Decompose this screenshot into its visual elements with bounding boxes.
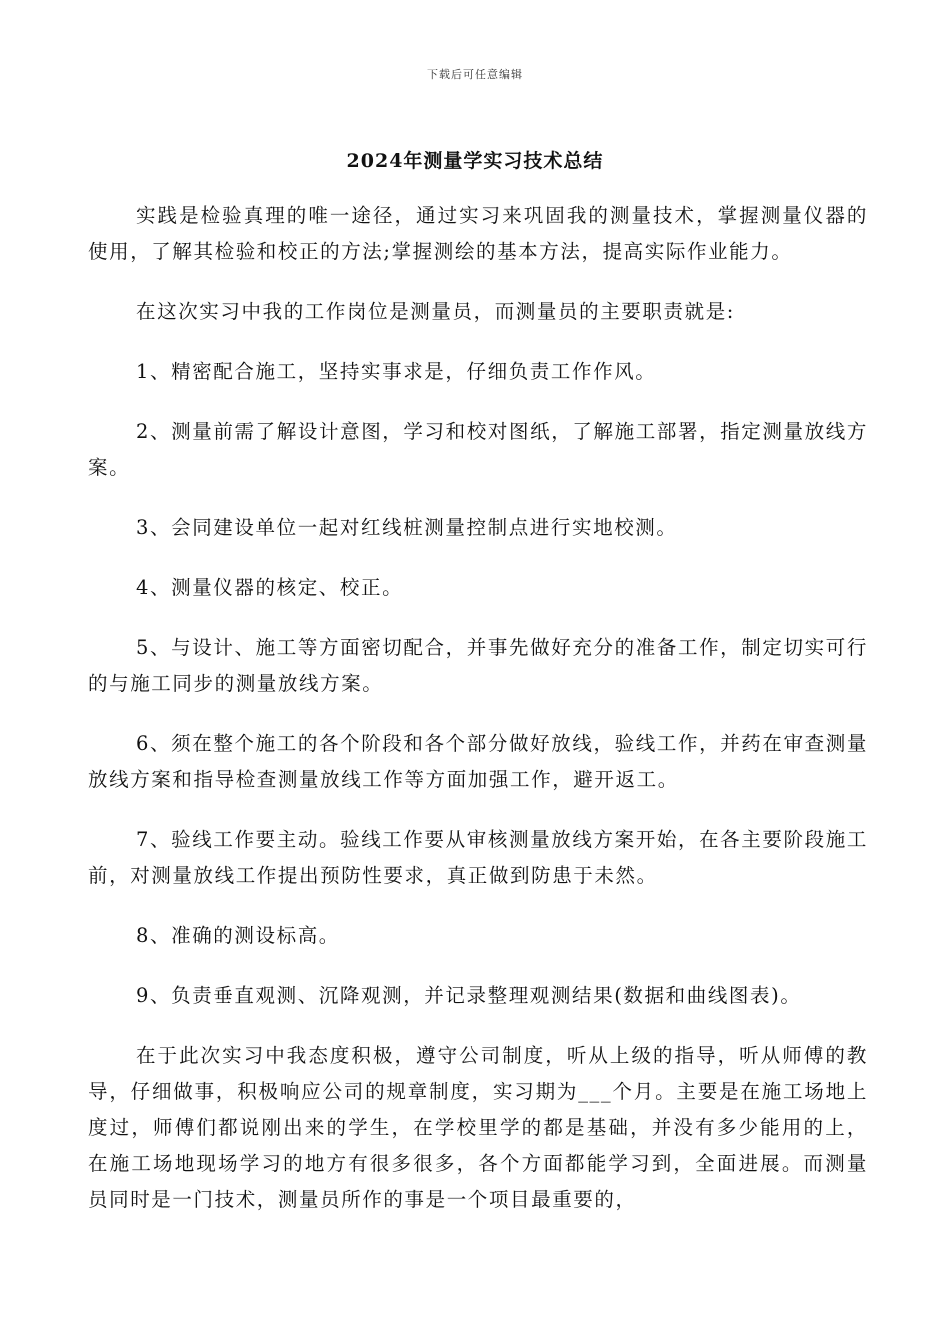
header-note: 下载后可任意编辑 — [427, 68, 523, 81]
duty-item-8: 8、准确的测设标高。 — [136, 924, 340, 947]
paragraph-intro: 实践是检验真理的唯一途径，通过实习来巩固我的测量技术，掌握测量仪器的使用，了解其检验和校正的方法;掌握测绘的基本方法，提高实际作业能力。 — [88, 204, 868, 263]
duty-item-5: 5、与设计、施工等方面密切配合，并事先做好充分的准备工作，制定切实可行的与施工同步的测量放线方案。 — [88, 636, 868, 695]
duty-item-2: 2、测量前需了解设计意图，学习和校对图纸，了解施工部署，指定测量放线方案。 — [88, 420, 868, 479]
duty-item-9: 9、负责垂直观测、沉降观测，并记录整理观测结果(数据和曲线图表)。 — [136, 984, 802, 1007]
paragraph-duties-lead: 在这次实习中我的工作岗位是测量员，而测量员的主要职责就是: — [136, 300, 735, 323]
document-title: 2024年测量学实习技术总结 — [346, 150, 604, 172]
duty-item-1: 1、精密配合施工，坚持实事求是，仔细负责工作作风。 — [136, 360, 657, 383]
paragraph-experience: 在于此次实习中我态度积极，遵守公司制度，听从上级的指导，听从师傅的教导，仔细做事，积极响应公司的规章制度，实习期为___个月。主要是在施工场地上度过，师傅们都说刚出来的学生，在学校里学的都是基础，并没有多少能用的上，在施工场地现场学习的地方有很多很多，各个方面都能学习到，全面进展。而测量员同时是一门技术，测量员所作的事是一个项目最重要的， — [88, 1044, 868, 1211]
document-body — [88, 198, 868, 1218]
duty-item-7: 7、验线工作要主动。验线工作要从审核测量放线方案开始，在各主要阶段施工前，对测量放线工作提出预防性要求，真正做到防患于未然。 — [88, 828, 868, 887]
duty-item-3: 3、会同建设单位一起对红线桩测量控制点进行实地校测。 — [136, 516, 678, 539]
duty-item-4: 4、测量仪器的核定、校正。 — [136, 576, 404, 599]
duty-item-6: 6、须在整个施工的各个阶段和各个部分做好放线，验线工作，并药在审查测量放线方案和指导检查测量放线工作等方面加强工作，避开返工。 — [88, 732, 868, 791]
